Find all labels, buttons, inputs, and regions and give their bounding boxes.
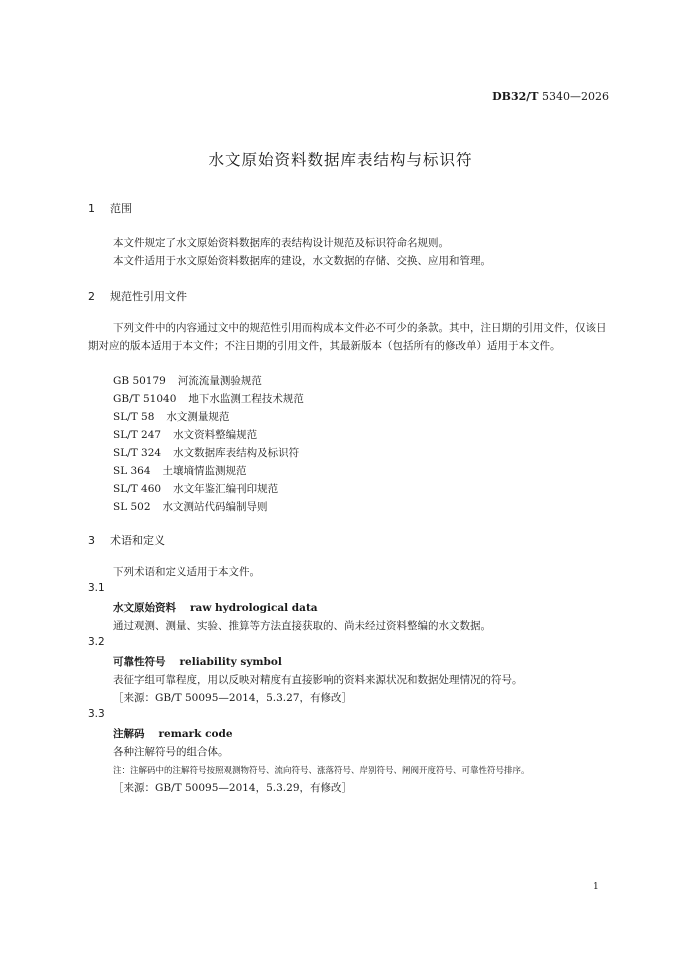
scope-paragraph-1: 本文件规定了水文原始资料数据库的表结构设计规范及标识符命名规则。: [113, 237, 449, 249]
term-definition: 表征字组可靠程度，用以反映对精度有直接影响的资料来源状况和数据处理情况的符号。: [113, 674, 523, 686]
term-heading: 水文原始资料 raw hydrological data: [113, 602, 318, 614]
scope-paragraph-2: 本文件适用于水文原始资料数据库的建设，水文数据的存储、交换、应用和管理。: [113, 255, 491, 267]
term-note: 注：注解码中的注解符号按照观测物符号、流向符号、涨落符号、岸别符号、闸阀开度符号、可靠性符号排序。: [113, 766, 530, 776]
standard-number: DB32/T 5340—2026: [492, 90, 609, 103]
section-3-heading: 3 术语和定义: [88, 534, 165, 547]
term-definition: 通过观测、测量、实验、推算等方法直接获取的、尚未经过资料整编的水文数据。: [113, 620, 491, 632]
terms-intro: 下列术语和定义适用于本文件。: [113, 566, 260, 578]
term-heading: 可靠性符号 reliability symbol: [113, 656, 282, 668]
reference-item: GB 50179 河流流量测验规范: [113, 375, 262, 387]
term-number: 3.1: [88, 582, 105, 594]
reference-item: SL/T 247 水文资料整编规范: [113, 429, 258, 441]
reference-item: SL/T 324 水文数据库表结构及标识符: [113, 447, 300, 459]
term-definition: 各种注解符号的组合体。: [113, 746, 229, 758]
reference-item: SL/T 460 水文年鉴汇编刊印规范: [113, 483, 279, 495]
page-number: 1: [593, 882, 599, 892]
term-number: 3.2: [88, 636, 105, 648]
reference-item: SL 364 土壤墒情监测规范: [113, 465, 247, 477]
section-1-heading: 1 范围: [88, 202, 132, 215]
references-intro: 下列文件中的内容通过文中的规范性引用而构成本文件必不可少的条款。其中，注日期的引用文件，仅该日期对应的版本适用于本文件；不注日期的引用文件，其最新版本（包括所有的修改单）适用于本文件。: [88, 322, 607, 352]
section-2-heading: 2 规范性引用文件: [88, 290, 187, 303]
reference-item: SL/T 58 水文测量规范: [113, 411, 230, 423]
term-source: ［来源：GB/T 50095—2014，5.3.29，有修改］: [113, 782, 353, 794]
term-heading: 注解码 remark code: [113, 728, 233, 740]
term-number: 3.3: [88, 708, 105, 720]
reference-item: GB/T 51040 地下水监测工程技术规范: [113, 393, 304, 405]
document-title: 水文原始资料数据库表结构与标识符: [208, 151, 473, 169]
reference-item: SL 502 水文测站代码编制导则: [113, 501, 268, 513]
term-source: ［来源：GB/T 50095—2014，5.3.27，有修改］: [113, 692, 353, 704]
